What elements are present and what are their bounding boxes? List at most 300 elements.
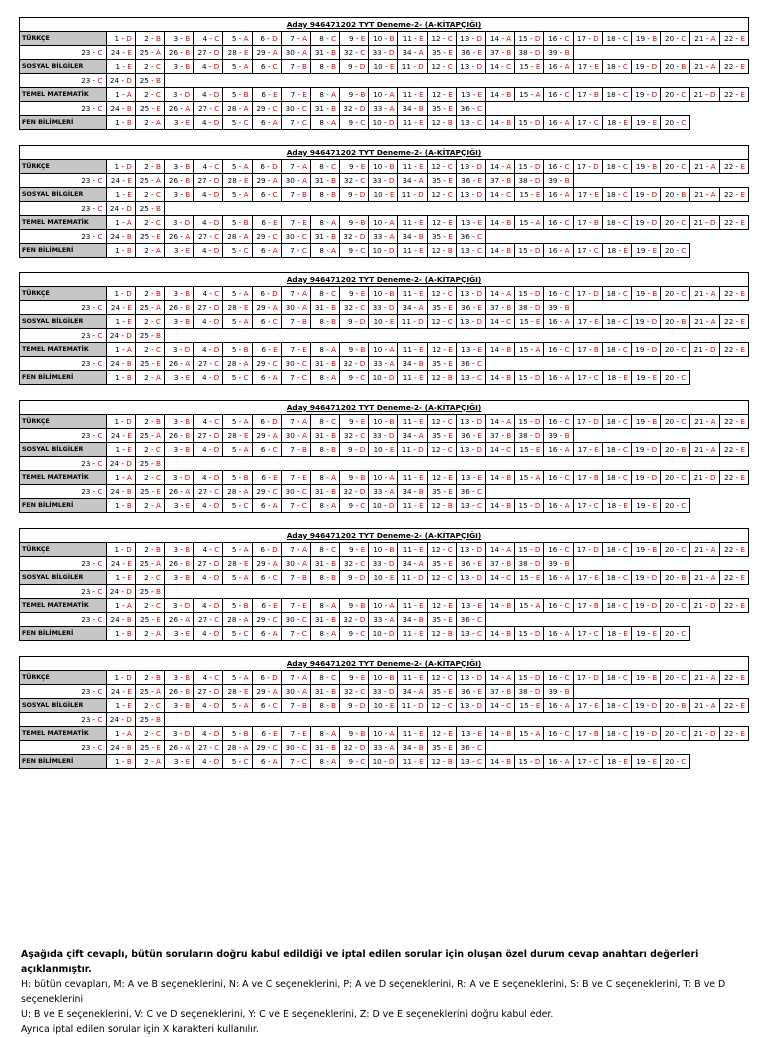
question-number: 20 - [664,33,682,43]
answer-letter: A [535,472,541,482]
question-number: 2 - [144,33,157,43]
question-number: 29 - [256,486,273,496]
answer-letter: A [331,344,337,354]
question-number: 10 - [373,672,390,682]
answer-cell [281,174,310,188]
answer-letter: C [155,61,161,71]
answer-letter: A [506,416,512,426]
answer-letter: D [272,672,278,682]
answer-letter: C [214,231,220,241]
answer-cell [281,46,310,60]
answer-letter: E [448,89,453,99]
answer-cell [340,315,369,329]
answer-letter: D [213,217,220,227]
question-number: 4 - [202,61,214,71]
question-number: 1 - [114,544,127,554]
answer-letter: E [389,316,395,326]
question-number: 8 - [319,344,332,354]
question-number: 6 - [260,288,273,298]
answer-cell [20,357,107,371]
answer-cell [456,471,485,485]
answer-cell [631,671,660,685]
answer-letter: B [185,558,191,568]
answer-cell [20,741,107,755]
answer-letter: B [331,175,337,185]
answer-letter: C [360,117,366,127]
question-number: 34 - [402,742,419,752]
answer-cell [281,755,310,769]
answer-cell [719,287,748,301]
answer-letter: B [564,175,570,185]
answer-letter: E [448,231,453,241]
question-number: 3 - [173,572,186,582]
answer-cell [194,443,223,457]
question-number: 12 - [431,628,448,638]
answer-cell [252,116,281,130]
answer-cell [427,443,456,457]
answer-cell [602,287,631,301]
answer-cell [106,116,135,130]
question-number: 6 - [260,33,273,43]
question-number: 23 - [81,714,98,724]
question-number: 14 - [489,217,507,227]
question-number: 16 - [548,672,565,682]
section-label: TÜRKÇE [20,287,107,301]
answer-letter: A [564,245,570,255]
question-number: 2 - [144,544,157,554]
answer-cell [544,429,573,443]
answer-letter: B [593,344,599,354]
question-number: 35 - [431,175,449,185]
answer-cell [398,613,427,627]
question-number: 34 - [402,47,419,57]
answer-letter: B [243,600,249,610]
answer-letter: D [272,161,278,171]
question-number: 3 - [173,416,186,426]
answer-letter: C [681,756,687,766]
question-number: 17 - [576,161,594,171]
answer-cell [106,499,135,513]
question-number: 8 - [319,500,332,510]
answer-cell [602,599,631,613]
answer-letter: C [214,161,220,171]
answer-letter: E [448,430,453,440]
question-number: 20 - [664,161,682,171]
answer-cell [544,343,573,357]
answer-cell [602,315,631,329]
answer-cell [223,174,252,188]
answer-cell [281,357,310,371]
answer-cell [369,685,398,699]
answer-cell [281,230,310,244]
question-number: 20 - [664,245,682,255]
question-number: 4 - [202,33,215,43]
answer-letter: C [506,700,512,710]
question-number: 6 - [260,700,273,710]
answer-cell [310,443,339,457]
answer-cell [661,188,690,202]
question-number: 39 - [548,430,565,440]
answer-cell [515,755,544,769]
answer-letter: D [476,61,483,71]
section-label: FEN BİLİMLERİ [20,371,107,385]
question-number: 14 - [489,61,507,71]
answer-letter: D [213,472,220,482]
answer-cell [310,671,339,685]
question-number: 21 - [694,33,711,43]
question-number: 10 - [372,756,389,766]
answer-letter: E [185,628,191,638]
answer-letter: E [185,245,191,255]
answer-cell [135,415,164,429]
question-number: 15 - [518,672,535,682]
question-number: 12 - [431,472,449,482]
answer-letter: C [243,628,249,638]
answer-cell [661,32,690,46]
answer-letter: B [447,117,453,127]
question-number: 4 - [202,728,214,738]
question-number: 5 - [231,572,244,582]
answer-letter: D [184,472,191,482]
answer-letter: D [534,544,541,554]
answer-letter: B [389,416,395,426]
question-number: 17 - [577,700,595,710]
answer-letter: C [622,344,628,354]
answer-letter: D [213,444,220,454]
answer-letter: A [301,175,307,185]
answer-cell [20,713,107,727]
answer-cell [340,371,369,385]
question-number: 20 - [664,288,682,298]
answer-letter: C [272,61,278,71]
answer-cell [135,174,164,188]
answer-letter: C [476,614,483,624]
question-number: 14 - [489,416,507,426]
answer-letter: E [127,175,132,185]
answer-cell [194,32,223,46]
answer-letter: D [213,316,220,326]
answer-letter: A [126,472,132,482]
answer-cell [661,415,690,429]
answer-letter: C [564,344,570,354]
answer-letter: B [593,217,599,227]
question-number: 8 - [319,189,332,199]
question-number: 32 - [343,742,360,752]
answer-letter: E [477,472,483,482]
question-number: 28 - [227,231,244,241]
answer-letter: C [564,728,570,738]
question-number: 24 - [110,47,128,57]
answer-letter: D [651,189,658,199]
question-number: 33 - [373,103,390,113]
answer-cell [252,557,281,571]
answer-cell [223,471,252,485]
question-number: 18 - [606,189,623,199]
answer-cell [661,244,690,258]
answer-cell [719,671,748,685]
answer-cell [398,160,427,174]
question-number: 7 - [290,500,302,510]
question-number: 32 - [343,47,361,57]
question-number: 19 - [635,600,652,610]
question-number: 6 - [260,189,273,199]
answer-letter: C [214,544,220,554]
answer-letter: A [185,358,191,368]
answer-cell [340,443,369,457]
answer-cell [281,343,310,357]
answer-letter: B [331,614,337,624]
answer-cell [427,499,456,513]
question-number: 9 - [348,672,361,682]
answer-letter: D [388,628,395,638]
question-number: 7 - [290,89,303,99]
answer-letter: A [331,600,337,610]
answer-cell [544,699,573,713]
answer-letter: E [448,600,453,610]
answer-cell [456,315,485,329]
question-number: 1 - [115,444,128,454]
answer-cell [661,160,690,174]
question-number: 19 - [635,444,652,454]
answer-cell [427,727,456,741]
question-number: 27 - [197,742,215,752]
question-number: 3 - [173,544,186,554]
question-number: 7 - [290,189,302,199]
answer-letter: D [184,217,191,227]
answer-letter: E [535,444,541,454]
question-number: 13 - [460,316,477,326]
answer-cell [340,357,369,371]
answer-letter: A [243,103,249,113]
answer-letter: D [651,728,658,738]
answer-letter: C [97,458,103,468]
answer-cell [486,499,515,513]
question-number: 3 - [172,89,185,99]
question-number: 9 - [348,500,361,510]
question-number: 5 - [231,61,244,71]
question-number: 5 - [231,288,244,298]
answer-cell [106,343,135,357]
question-number: 13 - [460,189,477,199]
answer-letter: A [243,189,249,199]
answer-key-block [19,17,749,130]
question-number: 12 - [431,245,448,255]
exam-title: Aday 946471202 TYT Deneme-2- (A-KİTAPÇIĞI) [20,273,749,287]
answer-cell [515,671,544,685]
question-number: 9 - [348,728,361,738]
answer-letter: C [622,600,628,610]
answer-letter: A [156,175,161,185]
answer-letter: C [272,614,278,624]
question-number: 36 - [460,103,477,113]
answer-cell [164,216,193,230]
question-number: 25 - [140,614,157,624]
question-number: 11 - [402,161,420,171]
question-number: 8 - [319,316,332,326]
answer-letter: B [156,714,161,724]
answer-letter: B [652,544,658,554]
question-number: 15 - [519,61,536,71]
answer-cell [398,755,427,769]
answer-cell [164,485,193,499]
question-number: 14 - [489,572,507,582]
answer-cell [369,755,398,769]
answer-cell [719,160,748,174]
answer-cell [369,357,398,371]
exam-title: Aday 946471202 TYT Deneme-2- (A-KİTAPÇIĞI) [20,401,749,415]
question-number: 3 - [172,344,185,354]
answer-cell [515,60,544,74]
answer-letter: B [652,672,658,682]
question-number: 20 - [664,628,682,638]
question-number: 21 - [694,572,711,582]
answer-letter: A [272,47,278,57]
answer-cell [573,599,602,613]
answer-letter: A [301,288,307,298]
answer-cell [340,230,369,244]
answer-cell [340,699,369,713]
answer-letter: E [477,175,483,185]
answer-letter: C [301,628,307,638]
question-number: 9 - [348,288,361,298]
answer-letter: C [622,161,628,171]
question-number: 4 - [202,756,214,766]
answer-letter: B [652,416,658,426]
answer-letter: E [127,700,132,710]
answer-letter: B [156,288,161,298]
answer-cell [340,174,369,188]
answer-letter: B [389,672,395,682]
answer-cell [631,343,660,357]
answer-cell [252,287,281,301]
answer-cell [398,88,427,102]
answer-cell [106,457,135,471]
answer-cell [427,613,456,627]
answer-letter: D [418,700,424,710]
question-number: 9 - [348,628,361,638]
answer-cell [456,599,485,613]
answer-letter: D [534,672,541,682]
answer-letter: A [185,742,191,752]
answer-cell [544,543,573,557]
question-number: 3 - [172,600,185,610]
answer-cell [194,671,223,685]
question-number: 22 - [724,572,741,582]
question-number: 21 - [694,544,711,554]
answer-cell [20,46,107,60]
answer-cell [661,599,690,613]
answer-cell [544,216,573,230]
answer-letter: B [360,600,366,610]
answer-cell [135,244,164,258]
answer-letter: D [388,302,395,312]
answer-letter: E [448,217,453,227]
answer-letter: B [243,472,249,482]
question-number: 31 - [314,614,332,624]
question-number: 14 - [489,500,507,510]
question-number: 20 - [664,472,682,482]
answer-letter: C [272,700,278,710]
answer-letter: D [126,458,132,468]
question-number: 26 - [168,614,186,624]
answer-cell [281,32,310,46]
answer-cell [135,499,164,513]
question-number: 4 - [202,288,215,298]
answer-cell [135,46,164,60]
answer-cell [719,415,748,429]
answer-letter: D [359,358,366,368]
answer-letter: B [243,728,249,738]
answer-cell [164,88,193,102]
answer-cell [515,571,544,585]
answer-letter: C [681,288,687,298]
question-number: 7 - [290,600,303,610]
question-number: 35 - [431,486,449,496]
answer-cell [194,357,223,371]
answer-letter: E [740,33,745,43]
question-number: 34 - [402,486,419,496]
answer-cell [486,557,515,571]
answer-cell [369,102,398,116]
question-number: 34 - [402,103,419,113]
answer-letter: A [710,572,716,582]
answer-letter: B [447,628,453,638]
answer-cell [252,499,281,513]
question-number: 22 - [724,728,741,738]
answer-letter: E [419,500,424,510]
answer-cell [340,429,369,443]
question-number: 15 - [518,117,535,127]
answer-letter: E [127,61,132,71]
answer-letter: A [710,33,716,43]
question-number: 33 - [372,430,389,440]
answer-letter: E [477,217,483,227]
answer-letter: B [506,600,512,610]
answer-cell [631,188,660,202]
question-number: 7 - [290,117,302,127]
answer-letter: A [156,628,161,638]
answer-cell [690,287,719,301]
answer-letter: A [389,600,395,610]
question-number: 25 - [139,586,157,596]
answer-cell [223,685,252,699]
answer-letter: A [389,614,395,624]
question-number: 10 - [373,472,390,482]
answer-cell [252,315,281,329]
answer-cell [427,543,456,557]
question-number: 24 - [110,686,128,696]
question-number: 3 - [173,33,186,43]
answer-letter: D [651,472,658,482]
answer-cell [281,685,310,699]
answer-letter: A [126,217,132,227]
question-number: 4 - [202,245,214,255]
answer-cell [164,301,193,315]
answer-letter: A [331,117,337,127]
answer-letter: B [126,245,132,255]
answer-cell [456,485,485,499]
answer-cell [252,160,281,174]
answer-cell [20,429,107,443]
answer-letter: C [155,444,161,454]
question-number: 19 - [635,700,652,710]
question-number: 23 - [81,614,98,624]
answer-letter: B [185,444,191,454]
answer-letter: B [681,572,687,582]
answer-cell [690,415,719,429]
question-number: 25 - [140,231,157,241]
answer-letter: E [156,103,161,113]
